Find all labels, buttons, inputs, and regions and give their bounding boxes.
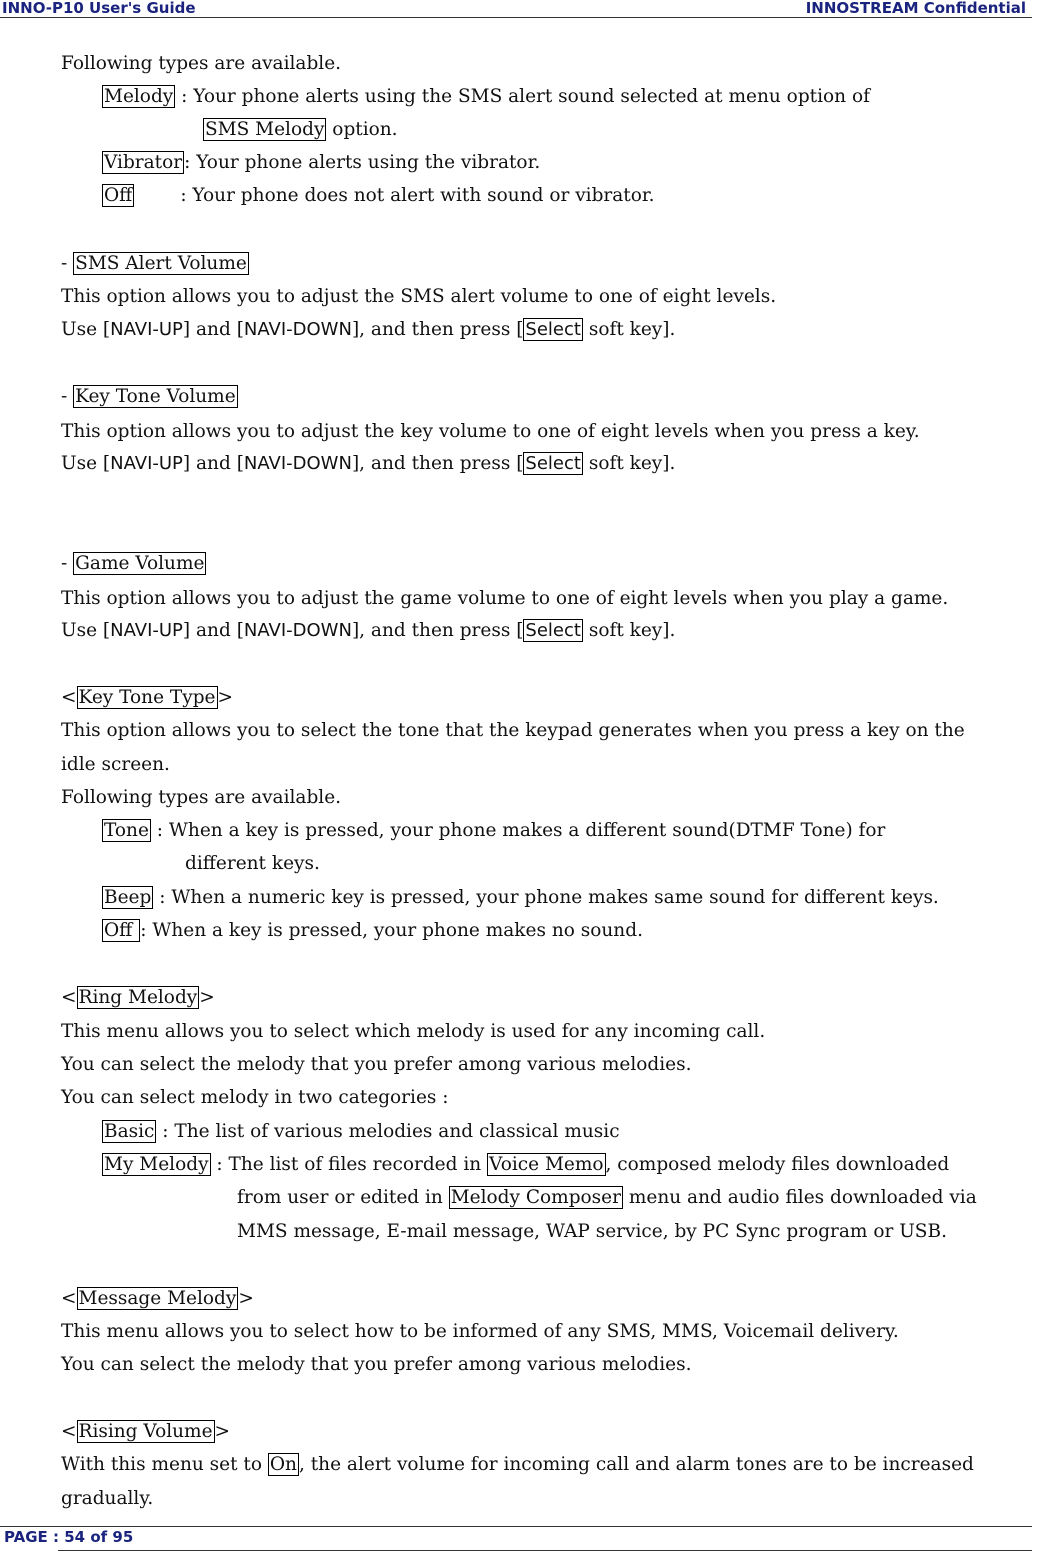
- navi-up-key: NAVI-UP: [110, 453, 183, 474]
- sms-alert-volume-desc: This option allows you to adjust the SMS alert volume to one of eight levels.: [61, 286, 777, 307]
- header-title: INNO-P10 User's Guide: [2, 0, 196, 17]
- vibrator-line: [102, 151, 540, 175]
- key-tone-volume-title: Key Tone Volume: [75, 386, 236, 407]
- page-header: [0, 0, 1032, 18]
- key-tone-type-heading: [61, 686, 233, 710]
- off-line: [102, 184, 655, 208]
- basic-text: : The list of various melodies and classical music: [156, 1121, 620, 1142]
- gt: >: [199, 987, 215, 1008]
- sms-alert-volume-heading: [61, 252, 249, 276]
- message-melody-desc-1: This menu allows you to select how to be informed of any SMS, MMS, Voicemail delivery.: [61, 1321, 899, 1342]
- rising-volume-desc-1: [61, 1453, 974, 1477]
- rising-volume-desc-2: gradually.: [61, 1488, 154, 1509]
- tone-line-2: different keys.: [185, 853, 320, 874]
- lt: <: [61, 1288, 77, 1309]
- my-melody-text-4: menu and audio files downloaded via: [622, 1187, 977, 1208]
- sms-alert-volume-title: SMS Alert Volume: [75, 253, 247, 274]
- sms-melody-line: [102, 85, 870, 109]
- lt: <: [61, 687, 77, 708]
- select-key: Select: [525, 319, 581, 340]
- key-tone-type-desc-1: This option allows you to select the tone that the keypad generates when you press a key on the: [61, 720, 965, 741]
- key-tone-type-desc-2: idle screen.: [61, 754, 170, 775]
- nav-soft: soft key].: [582, 620, 676, 641]
- nav-and: ] and [: [182, 620, 244, 641]
- beep-label: Beep: [104, 887, 152, 908]
- rising-desc-a: With this menu set to: [61, 1454, 268, 1475]
- game-volume-title: Game Volume: [75, 553, 205, 574]
- off-label: Off: [104, 185, 133, 206]
- melody-text-2: option.: [326, 119, 398, 140]
- page-number: PAGE : 54 of 95: [4, 1528, 134, 1546]
- game-volume-desc: This option allows you to adjust the game volume to one of eight levels when you play a game.: [61, 588, 949, 609]
- sms-melody-line-2: [203, 118, 398, 142]
- beep-line: [102, 886, 939, 910]
- key-off-text: : When a key is pressed, your phone makes no sound.: [140, 920, 643, 941]
- gt: >: [217, 687, 234, 708]
- ring-melody-desc-3: You can select melody in two categories :: [61, 1087, 449, 1108]
- key-off-label: Off: [104, 920, 139, 941]
- key-tone-volume-heading: [61, 385, 238, 409]
- header-confidential: INNOSTREAM Confidential: [805, 0, 1026, 17]
- rising-volume-heading: [61, 1420, 230, 1444]
- message-melody-heading: [61, 1287, 254, 1311]
- my-melody-text: : The list of files recorded in: [210, 1154, 488, 1175]
- melody-text: : Your phone alerts using the SMS alert sound selected at menu option of: [175, 86, 870, 107]
- my-melody-line-2: [237, 1186, 977, 1210]
- key-tone-volume-desc: This option allows you to adjust the key volume to one of eight levels when you press a key.: [61, 421, 920, 442]
- lt: <: [61, 1421, 77, 1442]
- footer-rule: [0, 1526, 1032, 1527]
- vibrator-text: : Your phone alerts using the vibrator.: [184, 152, 541, 173]
- nav-press: ], and then press [: [351, 319, 524, 340]
- navi-up-key: NAVI-UP: [110, 319, 183, 340]
- gt: >: [214, 1421, 231, 1442]
- nav-use: Use [: [61, 620, 111, 641]
- nav-and: ] and [: [182, 319, 244, 340]
- rising-volume-title: Rising Volume: [78, 1421, 213, 1442]
- gt: >: [238, 1288, 254, 1309]
- message-melody-title: Message Melody: [78, 1288, 237, 1309]
- navi-down-key: NAVI-DOWN: [243, 319, 352, 340]
- nav-soft: soft key].: [582, 319, 676, 340]
- sms-melody-label: SMS Melody: [205, 119, 325, 140]
- sms-types-intro: Following types are available.: [61, 53, 342, 74]
- beep-text: : When a numeric key is pressed, your phone makes same sound for different keys.: [153, 887, 939, 908]
- game-volume-heading: [61, 552, 206, 576]
- nav-press: ], and then press [: [351, 453, 524, 474]
- my-melody-text-2: , composed melody files downloaded: [605, 1154, 950, 1175]
- basic-line: [102, 1120, 620, 1144]
- basic-label: Basic: [104, 1121, 155, 1142]
- navi-down-key: NAVI-DOWN: [243, 620, 352, 641]
- my-melody-label: My Melody: [104, 1154, 209, 1175]
- dash: -: [61, 386, 74, 407]
- nav-use: Use [: [61, 319, 111, 340]
- message-melody-desc-2: You can select the melody that you prefer among various melodies.: [61, 1354, 692, 1375]
- tone-text: : When a key is pressed, your phone makes a different sound(DTMF Tone) for: [150, 820, 886, 841]
- tone-label: Tone: [104, 820, 149, 841]
- on-label: On: [269, 1454, 297, 1475]
- melody-composer-label: Melody Composer: [450, 1187, 621, 1208]
- my-melody-text-3: from user or edited in: [237, 1187, 449, 1208]
- nav-use: Use [: [61, 453, 111, 474]
- off-text: : Your phone does not alert with sound or vibrator.: [180, 185, 655, 206]
- ring-melody-heading: [61, 986, 215, 1010]
- rising-desc-b: , the alert volume for incoming call and alarm tones are to be increased: [298, 1454, 974, 1475]
- melody-label: Melody: [104, 86, 174, 107]
- key-tone-type-title: Key Tone Type: [78, 687, 216, 708]
- ring-melody-desc-1: This menu allows you to select which melody is used for any incoming call.: [61, 1021, 766, 1042]
- navi-down-key: NAVI-DOWN: [243, 453, 352, 474]
- nav-press: ], and then press [: [351, 620, 524, 641]
- vibrator-label: Vibrator: [104, 152, 183, 173]
- dash: -: [61, 253, 74, 274]
- dash: -: [61, 553, 74, 574]
- ring-melody-desc-2: You can select the melody that you prefer among various melodies.: [61, 1054, 692, 1075]
- voice-memo-label: Voice Memo: [489, 1154, 604, 1175]
- ring-melody-title: Ring Melody: [78, 987, 198, 1008]
- my-melody-line-3: MMS message, E-mail message, WAP service, by PC Sync program or USB.: [237, 1221, 947, 1242]
- nav-soft: soft key].: [582, 453, 676, 474]
- key-tone-type-intro: Following types are available.: [61, 787, 342, 808]
- lt: <: [61, 987, 77, 1008]
- navi-up-key: NAVI-UP: [110, 620, 183, 641]
- select-key: Select: [525, 620, 581, 641]
- my-melody-line: [102, 1153, 949, 1177]
- game-volume-nav: [61, 619, 675, 643]
- tone-line: [102, 819, 885, 843]
- key-tone-volume-nav: [61, 452, 675, 476]
- nav-and: ] and [: [182, 453, 244, 474]
- key-off-line: [102, 919, 643, 943]
- select-key: Select: [525, 453, 581, 474]
- sms-alert-volume-nav: [61, 318, 675, 342]
